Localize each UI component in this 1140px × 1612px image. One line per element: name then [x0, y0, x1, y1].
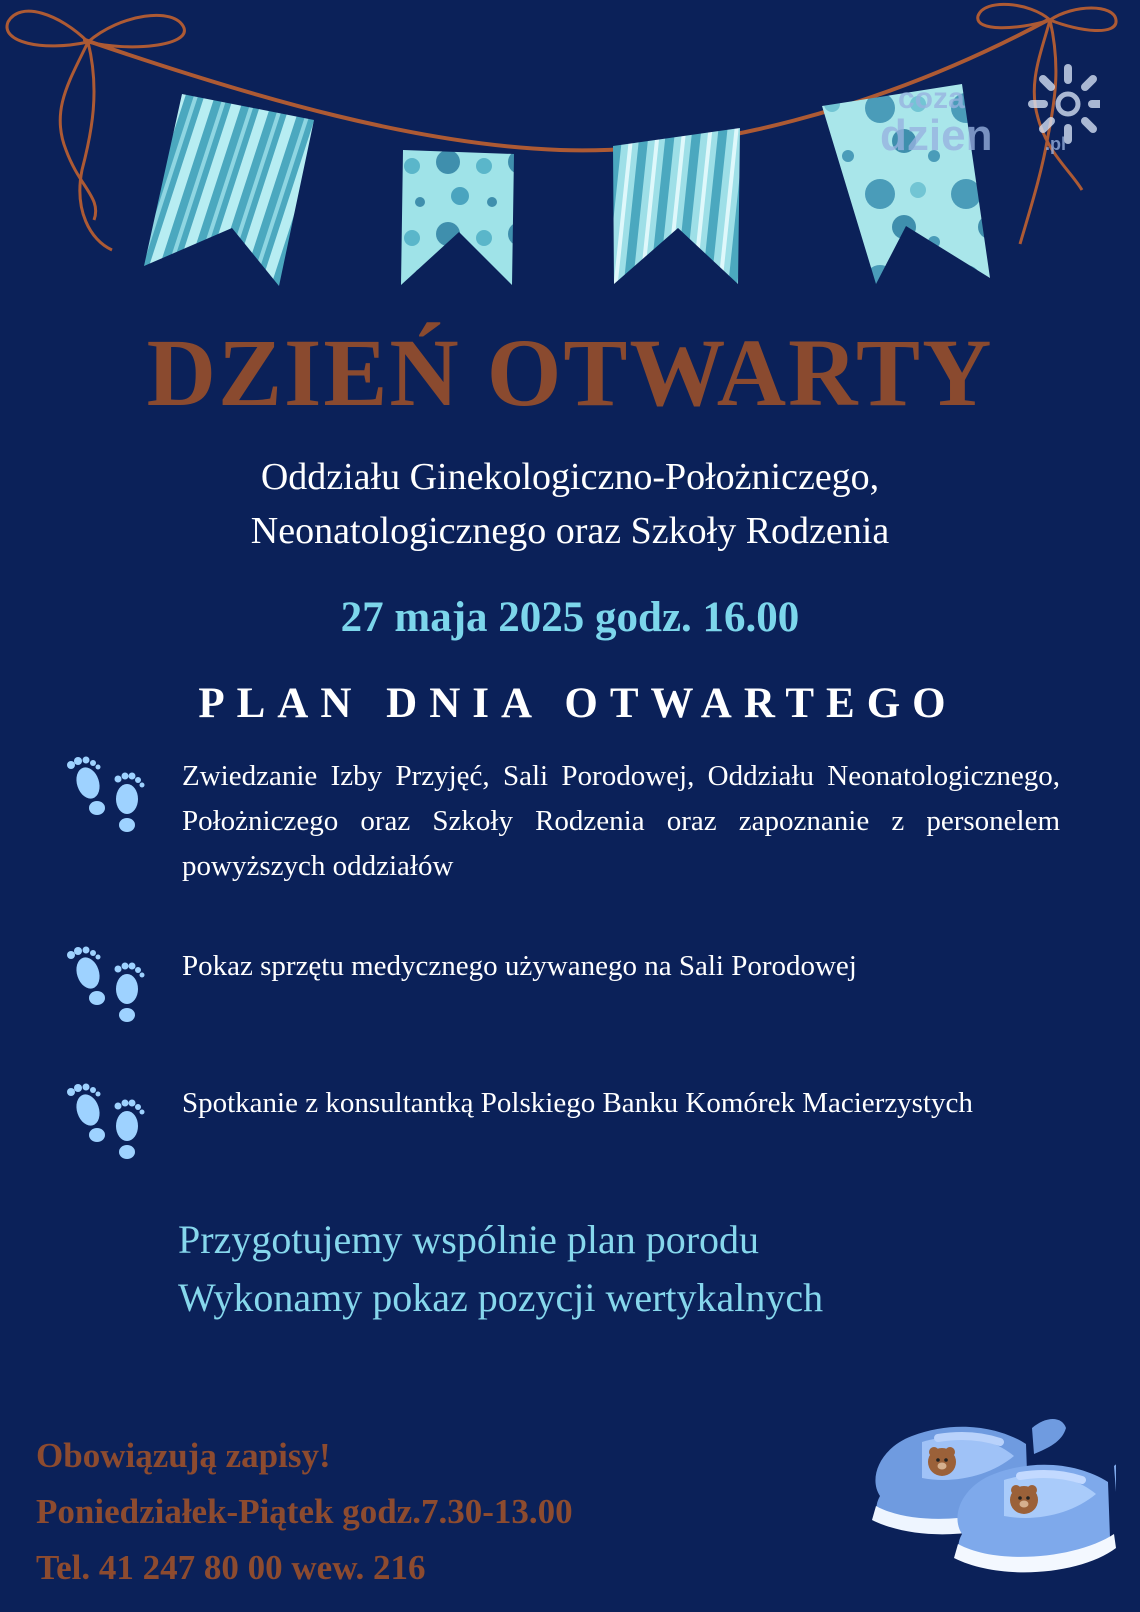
plan-list — [60, 754, 1060, 1163]
plan-item — [60, 944, 1060, 1026]
baby-feet-icon — [60, 946, 154, 1026]
closing-line-1: Przygotujemy wspólnie plan porodu — [178, 1217, 760, 1262]
baby-shoes-icon — [850, 1408, 1116, 1588]
event-title: DZIEŃ OTWARTY — [146, 319, 994, 426]
event-date: 27 maja 2025 godz. 16.00 — [340, 594, 800, 641]
plan-item-text: Pokaz sprzętu medycznego używanego na Sali Porodowej — [182, 950, 857, 982]
plan-item-text: Spotkanie z konsultantką Polskiego Banku Komórek Macierzystych — [182, 1087, 973, 1119]
closing-line-2: Wykonamy pokaz pozycji wertykalnych — [178, 1275, 824, 1320]
footer-line-2: Poniedziałek-Piątek godz.7.30-13.00 — [36, 1492, 573, 1531]
svg-text:.pl: .pl — [1045, 134, 1066, 154]
svg-text:dzien: dzien — [880, 111, 993, 160]
registration-info — [36, 1428, 816, 1596]
plan-item-text: Zwiedzanie Izby Przyjęć, Sali Porodowej, Oddziału Neonatologicznego, Położniczego oraz Szkoły Rodzenia oraz zapoznanie z personelem powyższych oddziałów — [182, 760, 1060, 882]
plan-item — [60, 754, 1060, 889]
closing-notes — [178, 1212, 1078, 1328]
brand-watermark-logo — [880, 60, 1100, 170]
svg-text:coza: coza — [898, 82, 965, 115]
subtitle-line-2: Neonatologicznego oraz Szkoły Rodzenia — [250, 510, 890, 552]
footer-line-1: Obowiązują zapisy! — [36, 1436, 331, 1475]
footer-line-3: Tel. 41 247 80 00 wew. 216 — [36, 1548, 426, 1587]
event-subtitle — [80, 450, 1060, 558]
baby-feet-icon — [60, 1083, 154, 1163]
plan-title: PLAN DNIA OTWARTEGO — [198, 680, 958, 727]
subtitle-line-1: Oddziału Ginekologiczno-Położniczego, — [260, 456, 880, 498]
baby-feet-icon — [60, 756, 154, 836]
plan-item — [60, 1081, 1060, 1163]
